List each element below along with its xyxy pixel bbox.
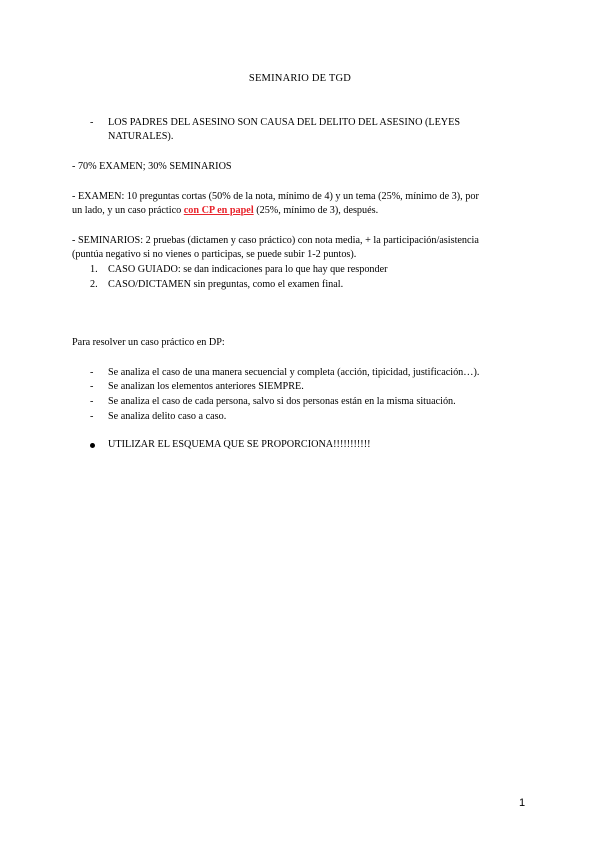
intro-item-marker: - xyxy=(90,117,94,128)
exam-line-1: - EXAMEN: 10 preguntas cortas (50% de la nota, mínimo de 4) y un tema (25%, mínimo de 3), por xyxy=(72,191,479,202)
case-item-marker: - xyxy=(90,411,94,422)
bullet-dot-icon xyxy=(90,443,95,448)
case-item-text: Se analiza el caso de cada persona, salvo si dos personas están en la misma situación. xyxy=(108,396,456,407)
page-number: 1 xyxy=(519,797,526,809)
intro-item-line-1: LOS PADRES DEL ASESINO SON CAUSA DEL DELITO DEL ASESINO (LEYES xyxy=(108,117,461,128)
seminars-item-number: 2. xyxy=(90,279,98,290)
seminars-line-2: (puntúa negativo si no vienes o participas, se puede subir 1-2 puntos). xyxy=(72,249,357,260)
page-title: SEMINARIO DE TGD xyxy=(248,73,352,84)
case-item-text: Se analiza el caso de una manera secuencial y completa (acción, tipicidad, justificación…). xyxy=(108,367,480,378)
case-item-text: Se analizan los elementos anteriores SIEMPRE. xyxy=(108,381,304,392)
scheme-reminder: UTILIZAR EL ESQUEMA QUE SE PROPORCIONA!!!!!!!!!!! xyxy=(108,439,371,450)
exam-highlight-text: con CP en papel xyxy=(183,205,254,216)
exam-line-2 xyxy=(72,204,378,218)
case-section-heading: Para resolver un caso práctico en DP: xyxy=(72,337,225,348)
seminars-item-text: CASO GUIADO: se dan indicaciones para lo que hay que responder xyxy=(108,264,388,275)
seminars-line-1: - SEMINARIOS: 2 pruebas (dictamen y caso práctico) con nota media, + la participación/asistencia xyxy=(72,235,479,246)
exam-line-2-start: un lado, y un caso práctico xyxy=(72,205,184,216)
weighting-line: - 70% EXAMEN; 30% SEMINARIOS xyxy=(72,161,232,172)
case-item-text: Se analiza delito caso a caso. xyxy=(108,411,227,422)
seminars-item-number: 1. xyxy=(90,264,98,275)
seminars-item-text: CASO/DICTAMEN sin preguntas, como el examen final. xyxy=(108,279,344,290)
case-item-marker: - xyxy=(90,367,94,378)
case-item-marker: - xyxy=(90,396,94,407)
intro-item-line-2: NATURALES). xyxy=(108,131,174,142)
exam-line-2-end: (25%, mínimo de 3), después. xyxy=(253,205,379,216)
case-item-marker: - xyxy=(90,381,94,392)
